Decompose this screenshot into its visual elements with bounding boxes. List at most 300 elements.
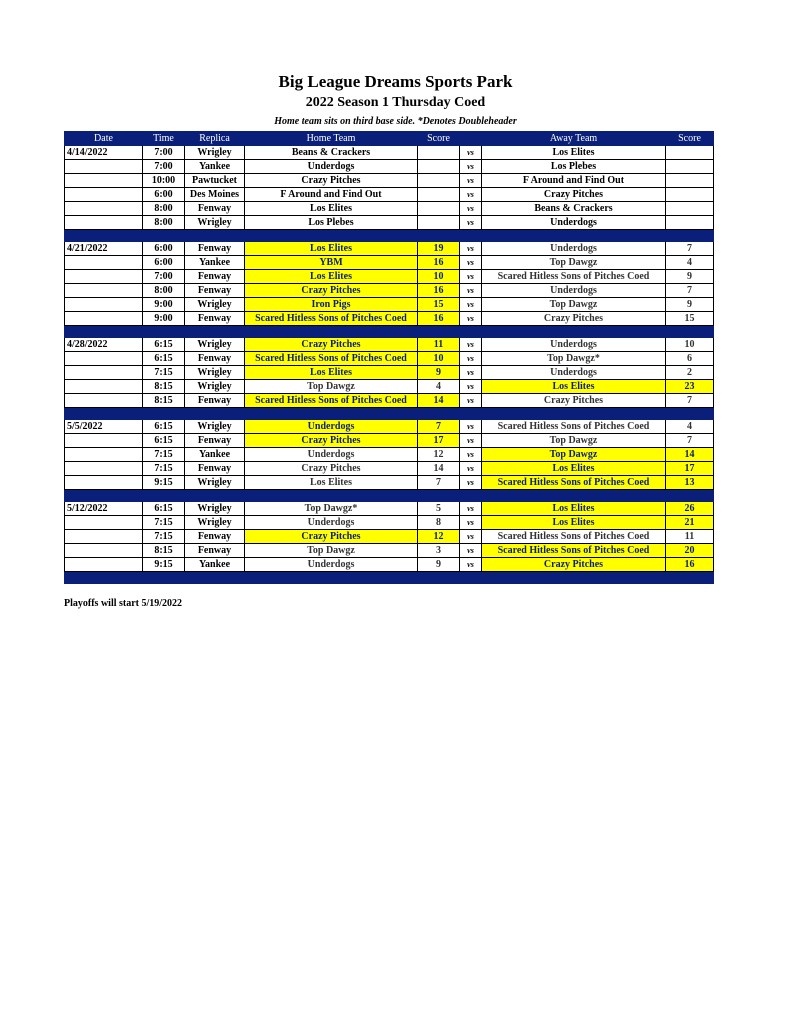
game-row xyxy=(65,366,714,380)
game-date: 4/14/2022 xyxy=(65,146,143,160)
home-team: Beans & Crackers xyxy=(245,146,418,160)
game-date xyxy=(65,530,143,544)
week-separator xyxy=(65,326,714,338)
separator-cell xyxy=(143,490,185,502)
game-time: 6:15 xyxy=(143,434,185,448)
home-score: 8 xyxy=(418,516,460,530)
home-team: Top Dawgz* xyxy=(245,502,418,516)
game-replica: Fenway xyxy=(185,242,245,256)
home-score: 10 xyxy=(418,270,460,284)
game-row xyxy=(65,448,714,462)
separator-cell xyxy=(65,572,143,584)
away-score: 20 xyxy=(666,544,714,558)
away-team: Crazy Pitches xyxy=(482,394,666,408)
home-team: Los Elites xyxy=(245,242,418,256)
home-team: Underdogs xyxy=(245,420,418,434)
game-row xyxy=(65,462,714,476)
game-time: 8:15 xyxy=(143,394,185,408)
away-team: Scared Hitless Sons of Pitches Coed xyxy=(482,544,666,558)
game-time: 6:00 xyxy=(143,188,185,202)
game-row xyxy=(65,530,714,544)
game-time: 9:15 xyxy=(143,558,185,572)
separator-cell xyxy=(666,572,714,584)
separator-cell xyxy=(65,230,143,242)
game-replica: Wrigley xyxy=(185,476,245,490)
game-replica: Wrigley xyxy=(185,338,245,352)
game-row xyxy=(65,242,714,256)
vs-label: vs xyxy=(460,558,482,572)
game-row xyxy=(65,338,714,352)
home-team: Scared Hitless Sons of Pitches Coed xyxy=(245,312,418,326)
game-replica: Fenway xyxy=(185,462,245,476)
game-date xyxy=(65,298,143,312)
vs-label: vs xyxy=(460,434,482,448)
home-team: Los Elites xyxy=(245,270,418,284)
vs-label: vs xyxy=(460,448,482,462)
away-team: Underdogs xyxy=(482,216,666,230)
separator-cell xyxy=(418,572,460,584)
separator-cell xyxy=(666,230,714,242)
game-date xyxy=(65,270,143,284)
vs-label: vs xyxy=(460,544,482,558)
game-date xyxy=(65,216,143,230)
home-score xyxy=(418,188,460,202)
home-team: Iron Pigs xyxy=(245,298,418,312)
home-score: 7 xyxy=(418,476,460,490)
home-score: 16 xyxy=(418,284,460,298)
away-score: 7 xyxy=(666,394,714,408)
game-date xyxy=(65,380,143,394)
week-separator xyxy=(65,572,714,584)
vs-label: vs xyxy=(460,420,482,434)
vs-label: vs xyxy=(460,338,482,352)
home-score: 5 xyxy=(418,502,460,516)
game-time: 7:00 xyxy=(143,270,185,284)
away-score xyxy=(666,202,714,216)
game-time: 7:15 xyxy=(143,462,185,476)
vs-label: vs xyxy=(460,146,482,160)
home-score: 12 xyxy=(418,530,460,544)
vs-label: vs xyxy=(460,462,482,476)
home-score: 12 xyxy=(418,448,460,462)
game-time: 8:00 xyxy=(143,216,185,230)
vs-label: vs xyxy=(460,312,482,326)
away-team: Top Dawgz* xyxy=(482,352,666,366)
game-row xyxy=(65,434,714,448)
away-team: Crazy Pitches xyxy=(482,188,666,202)
vs-label: vs xyxy=(460,352,482,366)
separator-cell xyxy=(418,408,460,420)
separator-cell xyxy=(482,326,666,338)
header-home-team: Home Team xyxy=(245,132,418,146)
header-replica: Replica xyxy=(185,132,245,146)
separator-cell xyxy=(185,230,245,242)
game-date xyxy=(65,202,143,216)
separator-cell xyxy=(245,408,418,420)
game-replica: Wrigley xyxy=(185,516,245,530)
away-team: Scared Hitless Sons of Pitches Coed xyxy=(482,420,666,434)
vs-label: vs xyxy=(460,202,482,216)
away-score: 4 xyxy=(666,420,714,434)
separator-cell xyxy=(143,408,185,420)
game-time: 10:00 xyxy=(143,174,185,188)
away-score: 6 xyxy=(666,352,714,366)
home-score: 19 xyxy=(418,242,460,256)
away-score: 17 xyxy=(666,462,714,476)
game-replica: Fenway xyxy=(185,544,245,558)
game-time: 8:15 xyxy=(143,544,185,558)
game-time: 8:00 xyxy=(143,284,185,298)
away-team: Los Elites xyxy=(482,502,666,516)
away-score: 14 xyxy=(666,448,714,462)
game-row xyxy=(65,394,714,408)
game-date: 4/28/2022 xyxy=(65,338,143,352)
home-team: Crazy Pitches xyxy=(245,284,418,298)
away-score: 7 xyxy=(666,284,714,298)
game-time: 7:15 xyxy=(143,516,185,530)
game-date xyxy=(65,448,143,462)
header-date: Date xyxy=(65,132,143,146)
week-separator xyxy=(65,490,714,502)
home-team: Crazy Pitches xyxy=(245,462,418,476)
game-row xyxy=(65,188,714,202)
game-row xyxy=(65,420,714,434)
home-score: 9 xyxy=(418,558,460,572)
separator-cell xyxy=(245,326,418,338)
away-score: 26 xyxy=(666,502,714,516)
away-score: 7 xyxy=(666,434,714,448)
vs-label: vs xyxy=(460,516,482,530)
game-row xyxy=(65,216,714,230)
home-score: 7 xyxy=(418,420,460,434)
header-vs xyxy=(460,132,482,146)
away-score: 9 xyxy=(666,270,714,284)
separator-cell xyxy=(666,408,714,420)
separator-cell xyxy=(143,326,185,338)
home-team: Scared Hitless Sons of Pitches Coed xyxy=(245,394,418,408)
home-team: Crazy Pitches xyxy=(245,174,418,188)
separator-cell xyxy=(245,490,418,502)
separator-cell xyxy=(143,230,185,242)
game-replica: Fenway xyxy=(185,530,245,544)
game-time: 6:15 xyxy=(143,502,185,516)
game-row xyxy=(65,146,714,160)
game-row xyxy=(65,312,714,326)
separator-cell xyxy=(65,490,143,502)
game-replica: Des Moines xyxy=(185,188,245,202)
game-date xyxy=(65,394,143,408)
game-row xyxy=(65,516,714,530)
page-note: Home team sits on third base side. *Denotes Doubleheader xyxy=(274,116,517,127)
game-row xyxy=(65,298,714,312)
vs-label: vs xyxy=(460,270,482,284)
separator-cell xyxy=(185,408,245,420)
header-home-score: Score xyxy=(418,132,460,146)
game-row xyxy=(65,270,714,284)
game-time: 8:00 xyxy=(143,202,185,216)
separator-cell xyxy=(460,572,482,584)
away-team: Underdogs xyxy=(482,242,666,256)
page-subtitle: 2022 Season 1 Thursday Coed xyxy=(305,95,486,110)
home-team: Los Plebes xyxy=(245,216,418,230)
home-score: 4 xyxy=(418,380,460,394)
vs-label: vs xyxy=(460,242,482,256)
away-score: 21 xyxy=(666,516,714,530)
vs-label: vs xyxy=(460,160,482,174)
game-row xyxy=(65,174,714,188)
home-score xyxy=(418,202,460,216)
home-team: Underdogs xyxy=(245,448,418,462)
away-team: Underdogs xyxy=(482,284,666,298)
game-replica: Fenway xyxy=(185,202,245,216)
game-row xyxy=(65,544,714,558)
separator-cell xyxy=(245,230,418,242)
home-team: Los Elites xyxy=(245,476,418,490)
game-time: 9:15 xyxy=(143,476,185,490)
home-score: 16 xyxy=(418,256,460,270)
game-time: 9:00 xyxy=(143,312,185,326)
game-time: 7:00 xyxy=(143,160,185,174)
separator-cell xyxy=(185,572,245,584)
away-team: Crazy Pitches xyxy=(482,558,666,572)
separator-cell xyxy=(418,230,460,242)
game-replica: Fenway xyxy=(185,284,245,298)
home-team: Underdogs xyxy=(245,516,418,530)
home-score: 9 xyxy=(418,366,460,380)
game-time: 6:15 xyxy=(143,338,185,352)
game-date xyxy=(65,544,143,558)
game-time: 7:15 xyxy=(143,530,185,544)
game-replica: Fenway xyxy=(185,312,245,326)
game-date xyxy=(65,558,143,572)
vs-label: vs xyxy=(460,530,482,544)
away-team: Underdogs xyxy=(482,366,666,380)
schedule-table xyxy=(64,131,714,584)
separator-cell xyxy=(185,326,245,338)
vs-label: vs xyxy=(460,366,482,380)
home-score xyxy=(418,160,460,174)
home-score: 3 xyxy=(418,544,460,558)
game-date xyxy=(65,312,143,326)
separator-cell xyxy=(245,572,418,584)
header-time: Time xyxy=(143,132,185,146)
away-team: Scared Hitless Sons of Pitches Coed xyxy=(482,476,666,490)
game-row xyxy=(65,502,714,516)
away-score: 15 xyxy=(666,312,714,326)
game-date xyxy=(65,476,143,490)
playoffs-note: Playoffs will start 5/19/2022 xyxy=(64,598,183,609)
away-score: 2 xyxy=(666,366,714,380)
game-row xyxy=(65,202,714,216)
game-replica: Yankee xyxy=(185,256,245,270)
schedule-body xyxy=(65,146,714,584)
home-team: Los Elites xyxy=(245,202,418,216)
game-date xyxy=(65,174,143,188)
away-team: Los Elites xyxy=(482,146,666,160)
game-row xyxy=(65,256,714,270)
game-time: 8:15 xyxy=(143,380,185,394)
away-score: 11 xyxy=(666,530,714,544)
separator-cell xyxy=(460,230,482,242)
home-score: 15 xyxy=(418,298,460,312)
home-team: Crazy Pitches xyxy=(245,530,418,544)
game-replica: Wrigley xyxy=(185,380,245,394)
game-row xyxy=(65,352,714,366)
away-team: Underdogs xyxy=(482,338,666,352)
away-team: Los Elites xyxy=(482,516,666,530)
week-separator xyxy=(65,230,714,242)
home-team: Los Elites xyxy=(245,366,418,380)
separator-cell xyxy=(666,490,714,502)
game-replica: Fenway xyxy=(185,394,245,408)
away-team: Los Plebes xyxy=(482,160,666,174)
away-score: 7 xyxy=(666,242,714,256)
away-score xyxy=(666,188,714,202)
home-score xyxy=(418,146,460,160)
away-score xyxy=(666,146,714,160)
separator-cell xyxy=(482,490,666,502)
game-date xyxy=(65,188,143,202)
game-date xyxy=(65,366,143,380)
vs-label: vs xyxy=(460,380,482,394)
home-score: 17 xyxy=(418,434,460,448)
separator-cell xyxy=(185,490,245,502)
away-team: Scared Hitless Sons of Pitches Coed xyxy=(482,270,666,284)
game-date xyxy=(65,352,143,366)
away-score: 9 xyxy=(666,298,714,312)
game-replica: Yankee xyxy=(185,558,245,572)
home-score xyxy=(418,216,460,230)
vs-label: vs xyxy=(460,174,482,188)
home-team: Top Dawgz xyxy=(245,544,418,558)
home-score: 14 xyxy=(418,462,460,476)
separator-cell xyxy=(482,230,666,242)
home-team: Scared Hitless Sons of Pitches Coed xyxy=(245,352,418,366)
page-title: Big League Dreams Sports Park xyxy=(278,72,513,91)
separator-cell xyxy=(460,408,482,420)
separator-cell xyxy=(143,572,185,584)
home-team: Underdogs xyxy=(245,160,418,174)
game-date: 5/5/2022 xyxy=(65,420,143,434)
game-time: 9:00 xyxy=(143,298,185,312)
home-team: Underdogs xyxy=(245,558,418,572)
game-date xyxy=(65,160,143,174)
separator-cell xyxy=(482,572,666,584)
separator-cell xyxy=(418,326,460,338)
game-date: 4/21/2022 xyxy=(65,242,143,256)
separator-cell xyxy=(65,408,143,420)
away-score: 16 xyxy=(666,558,714,572)
away-score: 10 xyxy=(666,338,714,352)
away-team: Crazy Pitches xyxy=(482,312,666,326)
home-score: 14 xyxy=(418,394,460,408)
header-away-score: Score xyxy=(666,132,714,146)
home-score: 11 xyxy=(418,338,460,352)
vs-label: vs xyxy=(460,476,482,490)
away-team: Top Dawgz xyxy=(482,434,666,448)
game-time: 7:15 xyxy=(143,448,185,462)
game-date xyxy=(65,256,143,270)
week-separator xyxy=(65,408,714,420)
game-time: 6:15 xyxy=(143,420,185,434)
home-score: 16 xyxy=(418,312,460,326)
separator-cell xyxy=(65,326,143,338)
game-replica: Wrigley xyxy=(185,216,245,230)
away-team: Top Dawgz xyxy=(482,448,666,462)
away-score: 13 xyxy=(666,476,714,490)
game-replica: Yankee xyxy=(185,160,245,174)
home-score xyxy=(418,174,460,188)
vs-label: vs xyxy=(460,256,482,270)
vs-label: vs xyxy=(460,284,482,298)
away-score xyxy=(666,174,714,188)
away-score: 23 xyxy=(666,380,714,394)
game-replica: Pawtucket xyxy=(185,174,245,188)
separator-cell xyxy=(418,490,460,502)
game-row xyxy=(65,476,714,490)
away-team: F Around and Find Out xyxy=(482,174,666,188)
away-team: Top Dawgz xyxy=(482,298,666,312)
away-team: Los Elites xyxy=(482,462,666,476)
home-team: F Around and Find Out xyxy=(245,188,418,202)
game-replica: Wrigley xyxy=(185,298,245,312)
game-replica: Fenway xyxy=(185,352,245,366)
game-date xyxy=(65,284,143,298)
away-score xyxy=(666,160,714,174)
game-replica: Wrigley xyxy=(185,366,245,380)
game-time: 7:15 xyxy=(143,366,185,380)
away-team: Los Elites xyxy=(482,380,666,394)
away-team: Scared Hitless Sons of Pitches Coed xyxy=(482,530,666,544)
game-replica: Wrigley xyxy=(185,146,245,160)
separator-cell xyxy=(482,408,666,420)
game-replica: Yankee xyxy=(185,448,245,462)
away-score xyxy=(666,216,714,230)
separator-cell xyxy=(460,326,482,338)
game-replica: Fenway xyxy=(185,270,245,284)
game-replica: Wrigley xyxy=(185,420,245,434)
game-time: 6:00 xyxy=(143,242,185,256)
vs-label: vs xyxy=(460,298,482,312)
separator-cell xyxy=(666,326,714,338)
separator-cell xyxy=(460,490,482,502)
schedule-header xyxy=(65,132,714,146)
home-team: YBM xyxy=(245,256,418,270)
game-date xyxy=(65,516,143,530)
game-date xyxy=(65,434,143,448)
game-replica: Wrigley xyxy=(185,502,245,516)
game-row xyxy=(65,558,714,572)
game-date: 5/12/2022 xyxy=(65,502,143,516)
game-time: 6:00 xyxy=(143,256,185,270)
header-away-team: Away Team xyxy=(482,132,666,146)
game-replica: Fenway xyxy=(185,434,245,448)
game-row xyxy=(65,284,714,298)
game-date xyxy=(65,462,143,476)
vs-label: vs xyxy=(460,188,482,202)
vs-label: vs xyxy=(460,216,482,230)
game-row xyxy=(65,380,714,394)
away-score: 4 xyxy=(666,256,714,270)
home-team: Crazy Pitches xyxy=(245,434,418,448)
home-team: Top Dawgz xyxy=(245,380,418,394)
game-time: 6:15 xyxy=(143,352,185,366)
game-row xyxy=(65,160,714,174)
home-team: Crazy Pitches xyxy=(245,338,418,352)
vs-label: vs xyxy=(460,394,482,408)
vs-label: vs xyxy=(460,502,482,516)
game-time: 7:00 xyxy=(143,146,185,160)
